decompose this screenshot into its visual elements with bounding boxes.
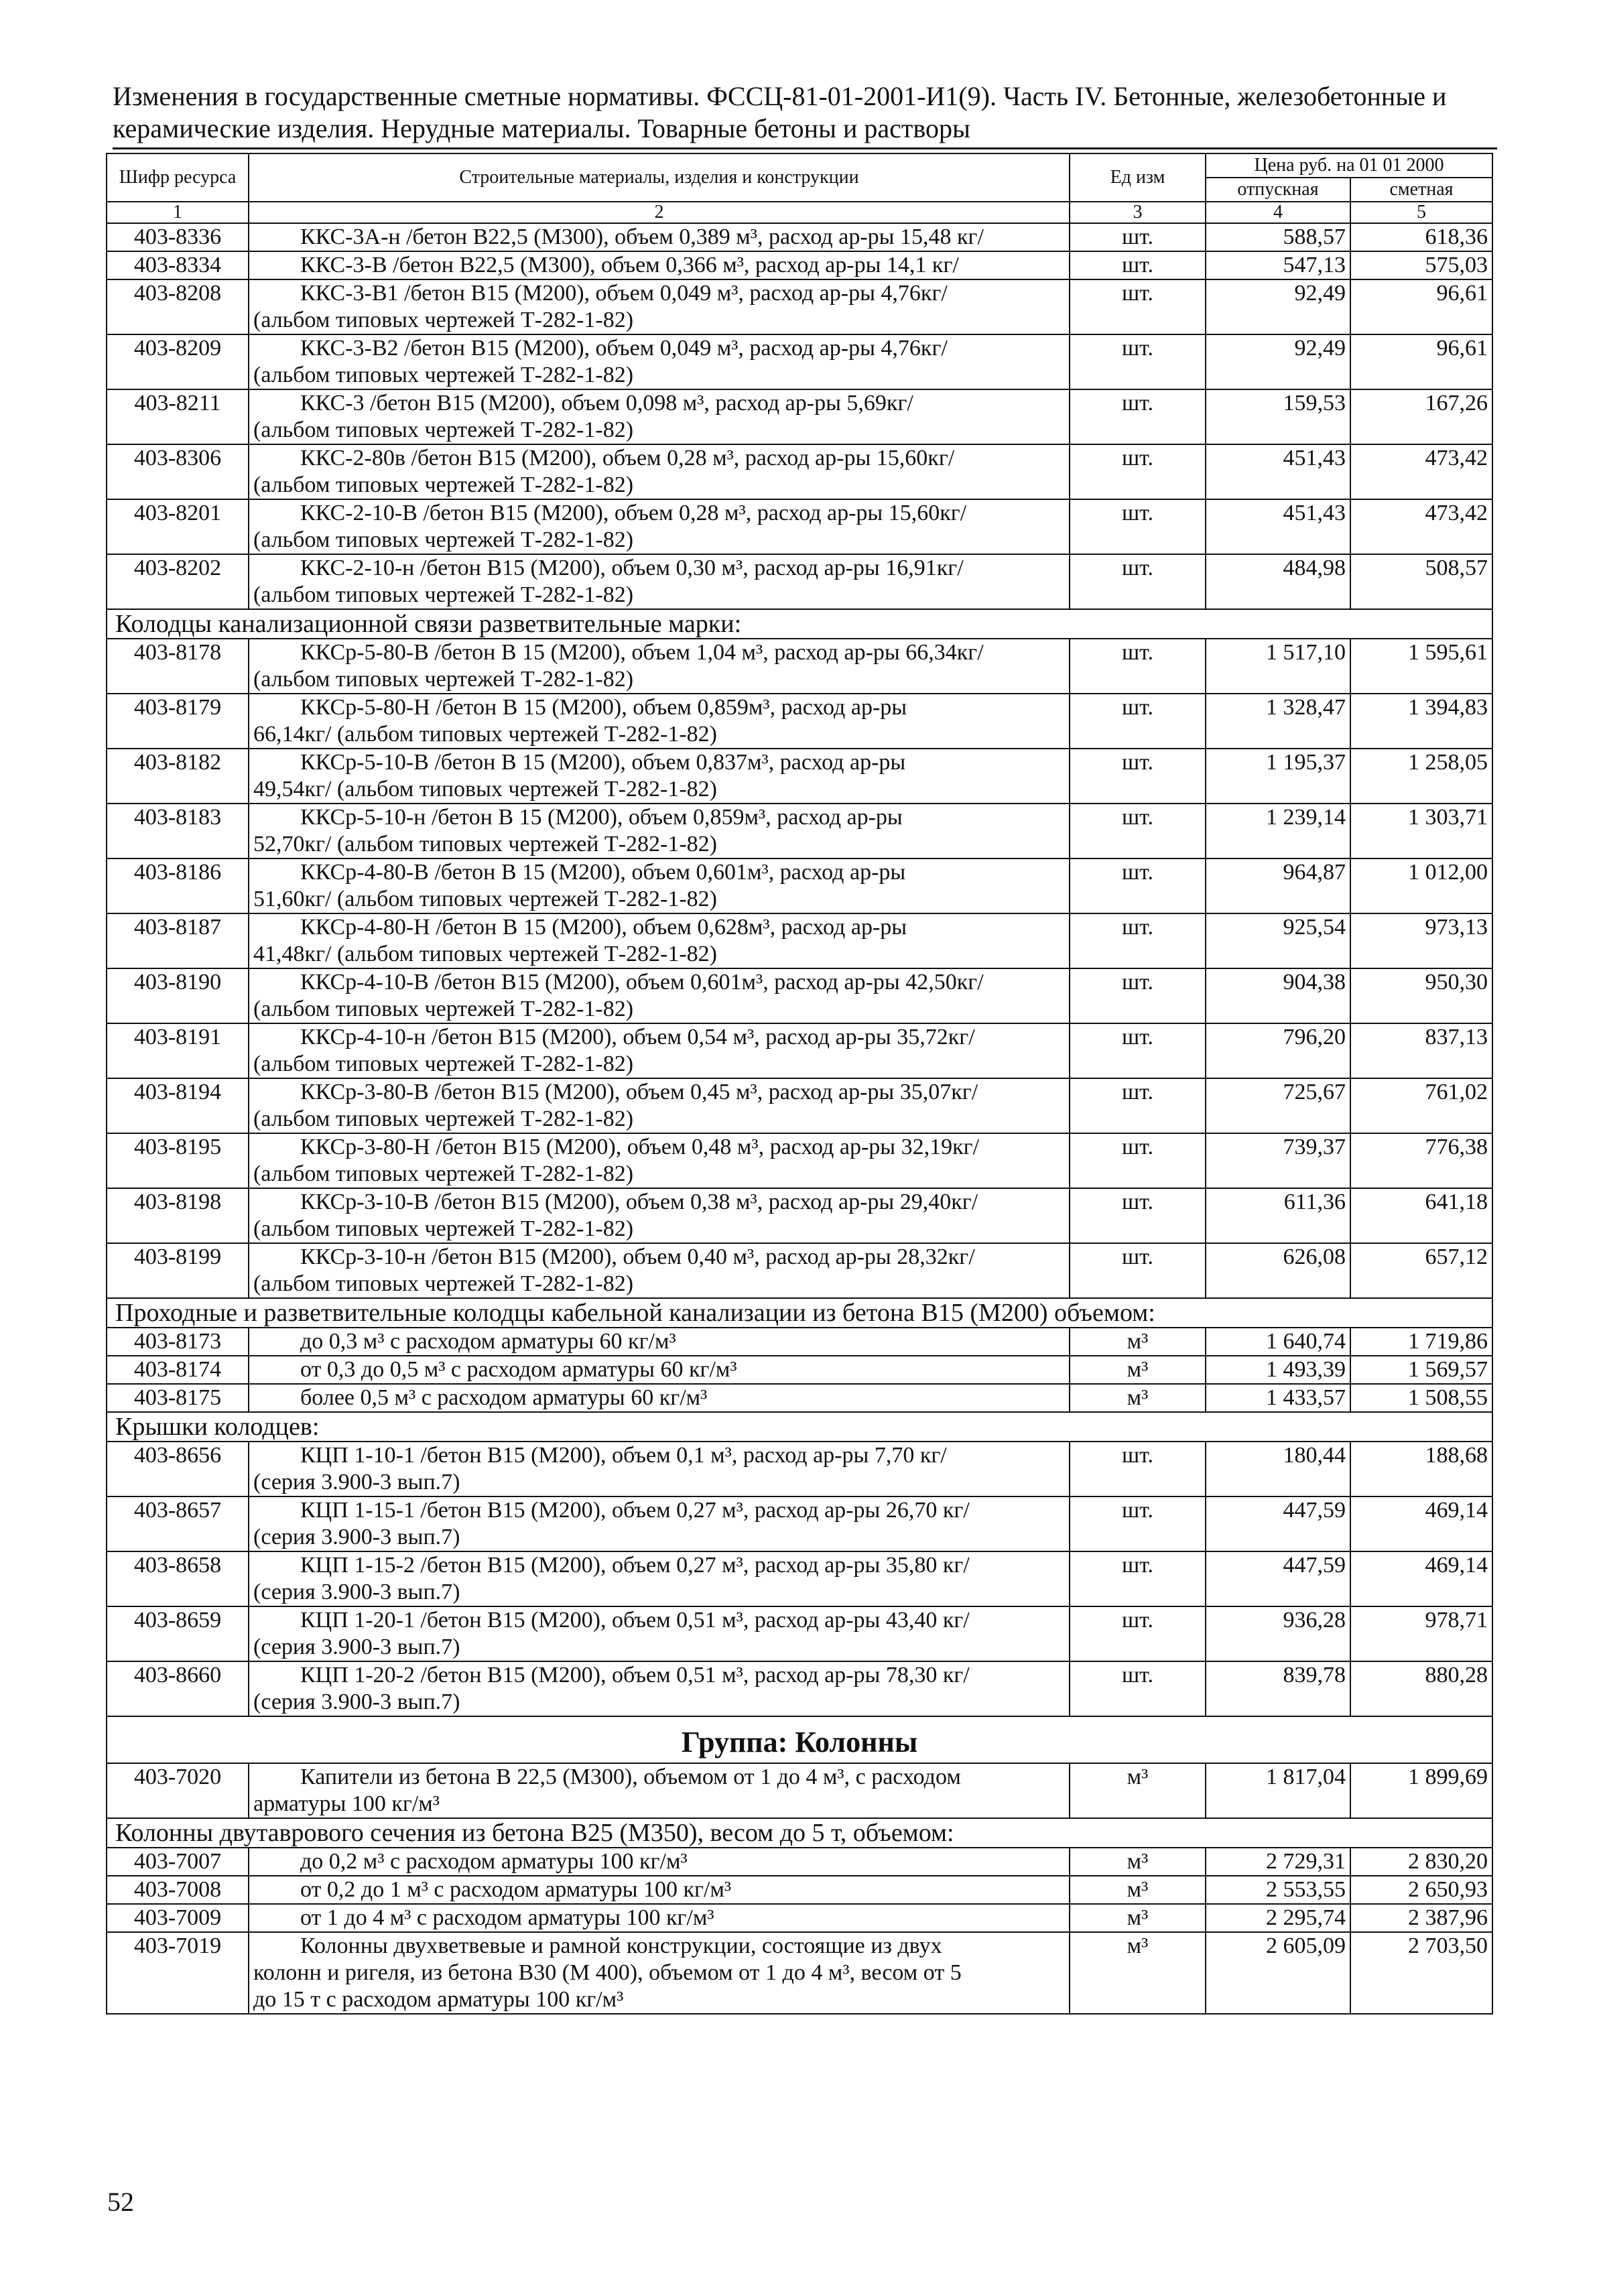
unit-of-measure: шт. [1070,1496,1206,1551]
table-row [107,444,1492,499]
table-row [107,1904,1492,1932]
description-line: колонн и ригеля, из бетона В30 (М 400), объемом от 1 до 4 м³, весом от 5 [253,1960,962,1985]
release-price: 92,49 [1206,279,1350,334]
estimate-price: 2 387,96 [1350,1904,1492,1932]
estimate-price: 508,57 [1350,554,1492,609]
unit-of-measure: м³ [1070,1356,1206,1384]
unit-of-measure: шт. [1070,913,1206,968]
unit-of-measure: шт. [1070,639,1206,694]
item-description [249,1496,1070,1551]
unit-of-measure: шт. [1070,1078,1206,1133]
item-description [249,1356,1070,1384]
table-row [107,1023,1492,1078]
release-price: 936,28 [1206,1606,1350,1661]
estimate-price: 1 899,69 [1350,1763,1492,1818]
table-row [107,1848,1492,1876]
item-description [249,1606,1070,1661]
description-line: более 0,5 м³ с расходом арматуры 60 кг/м³ [300,1385,708,1410]
unit-of-measure: м³ [1070,1932,1206,2014]
table-row [107,639,1492,694]
item-description [249,444,1070,499]
item-description [249,499,1070,554]
description-line: ККСр-4-80-Н /бетон В 15 (М200), объем 0,628м³, расход ар-ры [300,915,907,940]
release-price: 1 328,47 [1206,694,1350,749]
table-row [107,1188,1492,1243]
description-line: КЦП 1-15-2 /бетон В15 (М200), объем 0,27 м³, расход ар-ры 35,80 кг/ [300,1553,970,1578]
resource-code: 403-8660 [107,1661,249,1716]
description-line: КЦП 1-15-1 /бетон В15 (М200), объем 0,27 м³, расход ар-ры 26,70 кг/ [300,1498,970,1523]
table-row [107,1328,1492,1356]
unit-of-measure: шт. [1070,1661,1206,1716]
description-line: (альбом типовых чертежей Т-282-1-82) [253,667,634,692]
description-line: (альбом типовых чертежей Т-282-1-82) [253,363,634,387]
unit-of-measure: шт. [1070,499,1206,554]
description-line: (альбом типовых чертежей Т-282-1-82) [253,582,634,607]
description-line: ККС-2-80в /бетон В15 (М200), объем 0,28 м³, расход ар-ры 15,60кг/ [300,446,955,470]
header-code: Шифр ресурса [107,153,249,202]
group-heading: Группа: Колонны [107,1716,1492,1763]
table-row [107,389,1492,444]
resource-code: 403-8209 [107,334,249,389]
release-price: 2 605,09 [1206,1932,1350,2014]
release-price: 159,53 [1206,389,1350,444]
resource-code: 403-7009 [107,1904,249,1932]
description-line: (серия 3.900-3 вып.7) [253,1525,460,1549]
estimate-price: 2 703,50 [1350,1932,1492,2014]
estimate-price: 96,61 [1350,334,1492,389]
price-table [106,153,1493,2015]
release-price: 964,87 [1206,858,1350,913]
unit-of-measure: шт. [1070,223,1206,251]
section-heading: Крышки колодцев: [107,1412,1492,1442]
description-line: (серия 3.900-3 вып.7) [253,1635,460,1659]
description-line: ККС-2-10-н /бетон В15 (М200), объем 0,30 м³, расход ар-ры 16,91кг/ [300,556,964,580]
description-line: ККС-3А-н /бетон В22,5 (М300), объем 0,389 м³, расход ар-ры 15,48 кг/ [300,225,984,249]
item-description [249,1384,1070,1412]
table-row [107,1606,1492,1661]
unit-of-measure: шт. [1070,1606,1206,1661]
estimate-price: 950,30 [1350,968,1492,1023]
estimate-price: 776,38 [1350,1133,1492,1188]
description-line: 66,14кг/ (альбом типовых чертежей Т-282-1-82) [253,722,717,747]
resource-code: 403-8186 [107,858,249,913]
column-number: 2 [249,202,1070,223]
item-description [249,1133,1070,1188]
estimate-price: 641,18 [1350,1188,1492,1243]
table-row [107,749,1492,804]
item-description [249,749,1070,804]
description-line: до 0,3 м³ с расходом арматуры 60 кг/м³ [300,1329,676,1354]
description-line: (альбом типовых чертежей Т-282-1-82) [253,1216,634,1241]
estimate-price: 1 303,71 [1350,804,1492,858]
resource-code: 403-8191 [107,1023,249,1078]
estimate-price: 473,42 [1350,499,1492,554]
table-row [107,1078,1492,1133]
section-row [107,1412,1492,1442]
estimate-price: 167,26 [1350,389,1492,444]
item-description [249,1932,1070,2014]
estimate-price: 973,13 [1350,913,1492,968]
table-row [107,1876,1492,1904]
resource-code: 403-8183 [107,804,249,858]
unit-of-measure: шт. [1070,251,1206,279]
unit-of-measure: м³ [1070,1328,1206,1356]
resource-code: 403-8187 [107,913,249,968]
release-price: 180,44 [1206,1442,1350,1496]
section-row [107,609,1492,639]
estimate-price: 1 394,83 [1350,694,1492,749]
release-price: 92,49 [1206,334,1350,389]
description-line: ККС-2-10-В /бетон В15 (М200), объем 0,28 м³, расход ар-ры 15,60кг/ [300,501,967,525]
estimate-price: 880,28 [1350,1661,1492,1716]
unit-of-measure: шт. [1070,1133,1206,1188]
description-line: арматуры 100 кг/м³ [253,1791,440,1816]
resource-code: 403-8659 [107,1606,249,1661]
description-line: ККСр-3-10-В /бетон В15 (М200), объем 0,38 м³, расход ар-ры 29,40кг/ [300,1190,978,1214]
item-description [249,694,1070,749]
resource-code: 403-8201 [107,499,249,554]
unit-of-measure: шт. [1070,1023,1206,1078]
item-description [249,1023,1070,1078]
resource-code: 403-7008 [107,1876,249,1904]
resource-code: 403-7007 [107,1848,249,1876]
description-line: до 15 т с расходом арматуры 100 кг/м³ [253,1987,624,2012]
section-heading: Колодцы канализационной связи разветвительные марки: [107,609,1492,639]
resource-code: 403-8211 [107,389,249,444]
description-line: (альбом типовых чертежей Т-282-1-82) [253,418,634,442]
description-line: (альбом типовых чертежей Т-282-1-82) [253,1106,634,1131]
resource-code: 403-8198 [107,1188,249,1243]
item-description [249,968,1070,1023]
unit-of-measure: м³ [1070,1904,1206,1932]
release-price: 1 517,10 [1206,639,1350,694]
description-line: ККСр-5-80-Н /бетон В 15 (М200), объем 0,859м³, расход ар-ры [300,695,907,720]
unit-of-measure: шт. [1070,968,1206,1023]
resource-code: 403-8306 [107,444,249,499]
description-line: (серия 3.900-3 вып.7) [253,1689,460,1714]
document-title: Изменения в государственные сметные нормативы. ФССЦ-81-01-2001-И1(9). Часть IV. Бетонные, железобетонные и керамические изделия. Нерудные материалы. Товарные бетоны и растворы [113,81,1447,143]
release-price: 1 239,14 [1206,804,1350,858]
description-line: от 1 до 4 м³ с расходом арматуры 100 кг/м³ [300,1905,714,1930]
table-row [107,1133,1492,1188]
table-row [107,1661,1492,1716]
release-price: 2 553,55 [1206,1876,1350,1904]
description-line: (альбом типовых чертежей Т-282-1-82) [253,997,634,1021]
unit-of-measure: шт. [1070,1243,1206,1298]
resource-code: 403-8194 [107,1078,249,1133]
table-row [107,251,1492,279]
description-line: ККСр-4-10-В /бетон В15 (М200), объем 0,601м³, расход ар-ры 42,50кг/ [300,970,984,995]
resource-code: 403-8334 [107,251,249,279]
description-line: 41,48кг/ (альбом типовых чертежей Т-282-1-82) [253,942,717,966]
description-line: ККСр-3-10-н /бетон В15 (М200), объем 0,40 м³, расход ар-ры 28,32кг/ [300,1245,975,1269]
unit-of-measure: м³ [1070,1876,1206,1904]
estimate-price: 1 012,00 [1350,858,1492,913]
item-description [249,1442,1070,1496]
description-line: 49,54кг/ (альбом типовых чертежей Т-282-1-82) [253,777,717,802]
release-price: 484,98 [1206,554,1350,609]
unit-of-measure: шт. [1070,1551,1206,1606]
table-row [107,1442,1492,1496]
estimate-price: 188,68 [1350,1442,1492,1496]
item-description [249,1328,1070,1356]
table-row [107,499,1492,554]
unit-of-measure: шт. [1070,279,1206,334]
description-line: Колонны двухветвевые и рамной конструкции, состоящие из двух [300,1933,942,1958]
unit-of-measure: шт. [1070,554,1206,609]
resource-code: 403-8658 [107,1551,249,1606]
resource-code: 403-8202 [107,554,249,609]
release-price: 904,38 [1206,968,1350,1023]
item-description [249,1078,1070,1133]
description-line: (альбом типовых чертежей Т-282-1-82) [253,308,634,332]
resource-code: 403-7020 [107,1763,249,1818]
description-line: КЦП 1-20-1 /бетон В15 (М200), объем 0,51 м³, расход ар-ры 43,40 кг/ [300,1608,970,1633]
description-line: (альбом типовых чертежей Т-282-1-82) [253,1051,634,1076]
resource-code: 403-8174 [107,1356,249,1384]
description-line: от 0,2 до 1 м³ с расходом арматуры 100 кг/м³ [300,1877,732,1902]
estimate-price: 1 258,05 [1350,749,1492,804]
item-description [249,1551,1070,1606]
unit-of-measure: м³ [1070,1384,1206,1412]
description-line: ККСр-5-10-В /бетон В 15 (М200), объем 0,837м³, расход ар-ры [300,750,906,775]
estimate-price: 1 508,55 [1350,1384,1492,1412]
estimate-price: 1 595,61 [1350,639,1492,694]
item-description [249,1661,1070,1716]
unit-of-measure: шт. [1070,389,1206,444]
estimate-price: 1 569,57 [1350,1356,1492,1384]
column-number: 5 [1350,202,1492,223]
table-row [107,554,1492,609]
page-number: 52 [107,2187,134,2217]
resource-code: 403-8199 [107,1243,249,1298]
item-description [249,1876,1070,1904]
column-number: 3 [1070,202,1206,223]
section-row [107,1818,1492,1848]
table-row [107,804,1492,858]
description-line: ККСр-3-80-В /бетон В15 (М200), объем 0,45 м³, расход ар-ры 35,07кг/ [300,1080,978,1104]
resource-code: 403-8190 [107,968,249,1023]
description-line: ККС-3-В1 /бетон В15 (М200), объем 0,049 м³, расход ар-ры 4,76кг/ [300,281,948,306]
release-price: 725,67 [1206,1078,1350,1133]
resource-code: 403-8657 [107,1496,249,1551]
estimate-price: 96,61 [1350,279,1492,334]
header-estimate-price: сметная [1350,178,1492,202]
header-price: Цена руб. на 01 01 2000 [1206,153,1492,178]
description-line: (альбом типовых чертежей Т-282-1-82) [253,1271,634,1296]
item-description [249,913,1070,968]
description-line: ККСр-5-80-В /бетон В 15 (М200), объем 1,04 м³, расход ар-ры 66,34кг/ [300,640,984,665]
release-price: 1 493,39 [1206,1356,1350,1384]
item-description [249,639,1070,694]
estimate-price: 469,14 [1350,1496,1492,1551]
resource-code: 403-8182 [107,749,249,804]
item-description [249,554,1070,609]
header-description: Строительные материалы, изделия и конструкции [249,153,1070,202]
header-release-price: отпускная [1206,178,1350,202]
description-line: до 0,2 м³ с расходом арматуры 100 кг/м³ [300,1849,688,1874]
unit-of-measure: м³ [1070,1763,1206,1818]
estimate-price: 1 719,86 [1350,1328,1492,1356]
description-line: (альбом типовых чертежей Т-282-1-82) [253,1161,634,1186]
estimate-price: 2 650,93 [1350,1876,1492,1904]
table-row [107,223,1492,251]
table-row [107,694,1492,749]
table-row [107,1932,1492,2014]
release-price: 611,36 [1206,1188,1350,1243]
release-price: 739,37 [1206,1133,1350,1188]
item-description [249,334,1070,389]
unit-of-measure: шт. [1070,1442,1206,1496]
table-row [107,1496,1492,1551]
description-line: (альбом типовых чертежей Т-282-1-82) [253,527,634,552]
release-price: 588,57 [1206,223,1350,251]
item-description [249,1763,1070,1818]
resource-code: 403-8195 [107,1133,249,1188]
release-price: 839,78 [1206,1661,1350,1716]
table-row [107,279,1492,334]
estimate-price: 469,14 [1350,1551,1492,1606]
group-row [107,1716,1492,1763]
item-description [249,1243,1070,1298]
description-line: (серия 3.900-3 вып.7) [253,1470,460,1494]
resource-code: 403-7019 [107,1932,249,2014]
description-line: (альбом типовых чертежей Т-282-1-82) [253,472,634,497]
item-description [249,858,1070,913]
unit-of-measure: шт. [1070,1188,1206,1243]
table-row [107,1384,1492,1412]
release-price: 626,08 [1206,1243,1350,1298]
unit-of-measure: шт. [1070,694,1206,749]
release-price: 1 195,37 [1206,749,1350,804]
item-description [249,1848,1070,1876]
item-description [249,251,1070,279]
estimate-price: 978,71 [1350,1606,1492,1661]
release-price: 925,54 [1206,913,1350,968]
description-line: от 0,3 до 0,5 м³ с расходом арматуры 60 кг/м³ [300,1357,737,1382]
description-line: Капители из бетона В 22,5 (М300), объемом от 1 до 4 м³, с расходом [300,1765,961,1789]
estimate-price: 657,12 [1350,1243,1492,1298]
resource-code: 403-8336 [107,223,249,251]
description-line: ККС-3 /бетон В15 (М200), объем 0,098 м³, расход ар-ры 5,69кг/ [300,391,913,416]
page-header [113,80,1497,149]
description-line: ККСр-4-10-н /бетон В15 (М200), объем 0,54 м³, расход ар-ры 35,72кг/ [300,1025,975,1049]
release-price: 1 817,04 [1206,1763,1350,1818]
section-heading: Проходные и разветвительные колодцы кабельной канализации из бетона В15 (М200) объемом: [107,1298,1492,1328]
resource-code: 403-8173 [107,1328,249,1356]
estimate-price: 575,03 [1350,251,1492,279]
item-description [249,279,1070,334]
column-number: 4 [1206,202,1350,223]
description-line: ККСр-5-10-н /бетон В 15 (М200), объем 0,859м³, расход ар-ры [300,805,903,830]
resource-code: 403-8178 [107,639,249,694]
table-row [107,1356,1492,1384]
description-line: ККСр-3-80-Н /бетон В15 (М200), объем 0,48 м³, расход ар-ры 32,19кг/ [300,1135,980,1159]
release-price: 2 295,74 [1206,1904,1350,1932]
table-body [107,223,1492,2014]
table-row [107,1243,1492,1298]
resource-code: 403-8208 [107,279,249,334]
resource-code: 403-8656 [107,1442,249,1496]
description-line: ККС-3-В2 /бетон В15 (М200), объем 0,049 м³, расход ар-ры 4,76кг/ [300,336,948,361]
table-row [107,1763,1492,1818]
item-description [249,1904,1070,1932]
release-price: 547,13 [1206,251,1350,279]
estimate-price: 837,13 [1350,1023,1492,1078]
item-description [249,804,1070,858]
unit-of-measure: шт. [1070,749,1206,804]
header-unit: Ед изм [1070,153,1206,202]
release-price: 1 640,74 [1206,1328,1350,1356]
release-price: 447,59 [1206,1551,1350,1606]
item-description [249,1188,1070,1243]
estimate-price: 2 830,20 [1350,1848,1492,1876]
unit-of-measure: шт. [1070,334,1206,389]
release-price: 451,43 [1206,499,1350,554]
release-price: 1 433,57 [1206,1384,1350,1412]
description-line: ККСр-4-80-В /бетон В 15 (М200), объем 0,601м³, расход ар-ры [300,860,906,885]
table-row [107,334,1492,389]
table-row [107,968,1492,1023]
unit-of-measure: шт. [1070,444,1206,499]
table-row [107,1551,1492,1606]
resource-code: 403-8179 [107,694,249,749]
unit-of-measure: м³ [1070,1848,1206,1876]
estimate-price: 473,42 [1350,444,1492,499]
item-description [249,223,1070,251]
release-price: 796,20 [1206,1023,1350,1078]
release-price: 2 729,31 [1206,1848,1350,1876]
unit-of-measure: шт. [1070,858,1206,913]
release-price: 451,43 [1206,444,1350,499]
description-line: 51,60кг/ (альбом типовых чертежей Т-282-1-82) [253,887,717,911]
column-number: 1 [107,202,249,223]
description-line: (серия 3.900-3 вып.7) [253,1580,460,1604]
release-price: 447,59 [1206,1496,1350,1551]
section-heading: Колонны двутаврового сечения из бетона В25 (М350), весом до 5 т, объемом: [107,1818,1492,1848]
description-line: 52,70кг/ (альбом типовых чертежей Т-282-1-82) [253,832,717,856]
estimate-price: 618,36 [1350,223,1492,251]
section-row [107,1298,1492,1328]
description-line: ККС-3-В /бетон В22,5 (М300), объем 0,366 м³, расход ар-ры 14,1 кг/ [300,253,959,277]
description-line: КЦП 1-10-1 /бетон В15 (М200), объем 0,1 м³, расход ар-ры 7,70 кг/ [300,1443,947,1468]
unit-of-measure: шт. [1070,804,1206,858]
table-row [107,858,1492,913]
resource-code: 403-8175 [107,1384,249,1412]
table-row [107,913,1492,968]
item-description [249,389,1070,444]
description-line: КЦП 1-20-2 /бетон В15 (М200), объем 0,51 м³, расход ар-ры 78,30 кг/ [300,1663,970,1687]
estimate-price: 761,02 [1350,1078,1492,1133]
